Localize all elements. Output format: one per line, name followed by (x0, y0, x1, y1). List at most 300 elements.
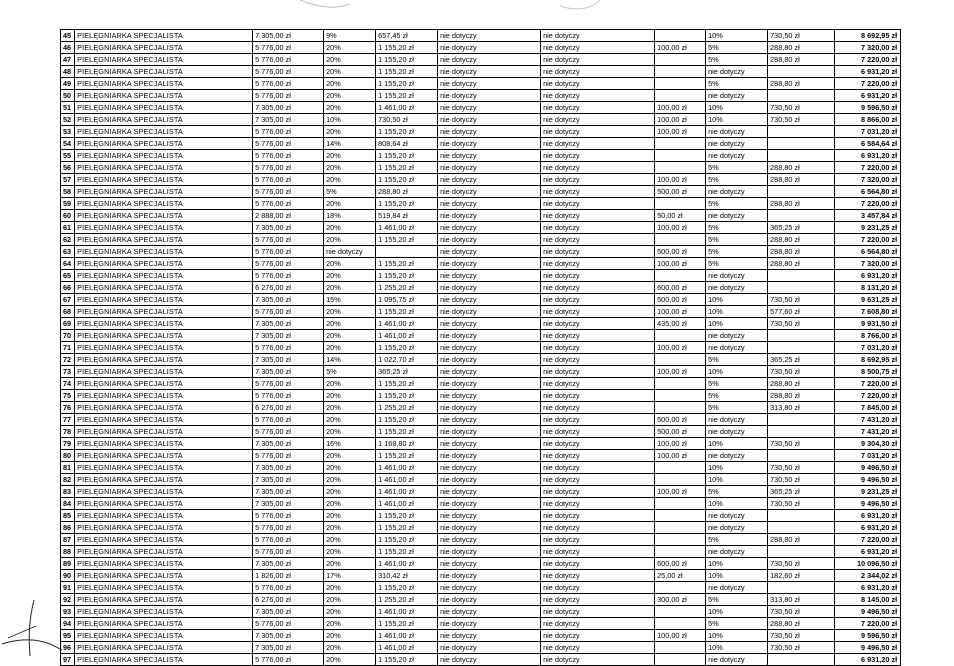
row-number-cell: 66 (61, 282, 75, 294)
total-pay-cell: 7 220,00 zł (835, 618, 901, 630)
bonus-percent-cell: 20% (324, 42, 376, 54)
position-name-cell: PIELĘGNIARKA SPECJALISTA (75, 306, 253, 318)
allowance-3-cell: 100,00 zł (655, 102, 706, 114)
supplement-amount-cell (768, 66, 835, 78)
allowance-3-cell: 500,00 zł (655, 294, 706, 306)
bonus-percent-cell: 20% (324, 630, 376, 642)
bonus-amount-cell: 1 095,75 zł (376, 294, 438, 306)
position-name-cell: PIELĘGNIARKA SPECJALISTA (75, 162, 253, 174)
supplement-amount-cell (768, 654, 835, 666)
total-pay-cell: 9 496,50 zł (835, 498, 901, 510)
supplement-amount-cell (768, 282, 835, 294)
supplement-amount-cell (768, 210, 835, 222)
total-pay-cell: 7 220,00 zł (835, 390, 901, 402)
allowance-2-cell: nie dotyczy (541, 138, 655, 150)
row-number-cell: 55 (61, 150, 75, 162)
allowance-3-cell: 300,00 zł (655, 594, 706, 606)
allowance-2-cell: nie dotyczy (541, 186, 655, 198)
row-number-cell: 78 (61, 426, 75, 438)
base-salary-cell: 5 776,00 zł (253, 582, 324, 594)
bonus-amount-cell: 1 155,20 zł (376, 450, 438, 462)
allowance-1-cell: nie dotyczy (438, 306, 541, 318)
allowance-3-cell: 100,00 zł (655, 366, 706, 378)
bonus-percent-cell: 20% (324, 270, 376, 282)
position-name-cell: PIELĘGNIARKA SPECJALISTA (75, 102, 253, 114)
row-number-cell: 83 (61, 486, 75, 498)
table-row (61, 570, 901, 582)
table-row (61, 210, 901, 222)
supplement-percent-cell: 5% (706, 174, 768, 186)
allowance-1-cell: nie dotyczy (438, 90, 541, 102)
supplement-amount-cell: 730,50 zł (768, 462, 835, 474)
table-row (61, 462, 901, 474)
total-pay-cell: 7 608,80 zł (835, 306, 901, 318)
base-salary-cell: 5 776,00 zł (253, 246, 324, 258)
total-pay-cell: 8 692,95 zł (835, 30, 901, 42)
bonus-amount-cell: 1 155,20 zł (376, 258, 438, 270)
total-pay-cell: 9 496,50 zł (835, 474, 901, 486)
base-salary-cell: 7 305,00 zł (253, 294, 324, 306)
supplement-percent-cell: 10% (706, 30, 768, 42)
row-number-cell: 89 (61, 558, 75, 570)
allowance-1-cell: nie dotyczy (438, 414, 541, 426)
table-row (61, 126, 901, 138)
row-number-cell: 77 (61, 414, 75, 426)
position-name-cell: PIELĘGNIARKA SPECJALISTA (75, 198, 253, 210)
bonus-percent-cell: 14% (324, 138, 376, 150)
bonus-amount-cell: 1 155,20 zł (376, 426, 438, 438)
allowance-2-cell: nie dotyczy (541, 534, 655, 546)
base-salary-cell: 5 776,00 zł (253, 198, 324, 210)
row-number-cell: 51 (61, 102, 75, 114)
allowance-2-cell: nie dotyczy (541, 330, 655, 342)
table-row (61, 42, 901, 54)
bonus-percent-cell: 20% (324, 618, 376, 630)
table-row (61, 474, 901, 486)
row-number-cell: 64 (61, 258, 75, 270)
supplement-percent-cell: nie dotyczy (706, 330, 768, 342)
supplement-amount-cell (768, 426, 835, 438)
allowance-1-cell: nie dotyczy (438, 402, 541, 414)
base-salary-cell: 5 776,00 zł (253, 162, 324, 174)
bonus-amount-cell: 1 461,00 zł (376, 330, 438, 342)
position-name-cell: PIELĘGNIARKA SPECJALISTA (75, 606, 253, 618)
row-number-cell: 57 (61, 174, 75, 186)
allowance-3-cell (655, 654, 706, 666)
supplement-amount-cell: 288,80 zł (768, 390, 835, 402)
bonus-amount-cell: 1 255,20 zł (376, 594, 438, 606)
total-pay-cell: 9 496,50 zł (835, 642, 901, 654)
total-pay-cell: 9 496,50 zł (835, 462, 901, 474)
base-salary-cell: 7 305,00 zł (253, 438, 324, 450)
position-name-cell: PIELĘGNIARKA SPECJALISTA (75, 330, 253, 342)
bonus-amount-cell: 1 155,20 zł (376, 90, 438, 102)
position-name-cell: PIELĘGNIARKA SPECJALISTA (75, 510, 253, 522)
total-pay-cell: 7 320,00 zł (835, 42, 901, 54)
allowance-1-cell: nie dotyczy (438, 258, 541, 270)
allowance-2-cell: nie dotyczy (541, 522, 655, 534)
position-name-cell: PIELĘGNIARKA SPECJALISTA (75, 282, 253, 294)
bonus-percent-cell: 16% (324, 438, 376, 450)
bonus-amount-cell: 1 022,70 zł (376, 354, 438, 366)
row-number-cell: 58 (61, 186, 75, 198)
table-row (61, 102, 901, 114)
allowance-3-cell (655, 354, 706, 366)
allowance-1-cell: nie dotyczy (438, 126, 541, 138)
row-number-cell: 63 (61, 246, 75, 258)
total-pay-cell: 7 845,00 zł (835, 402, 901, 414)
position-name-cell: PIELĘGNIARKA SPECJALISTA (75, 426, 253, 438)
supplement-amount-cell: 313,80 zł (768, 594, 835, 606)
allowance-2-cell: nie dotyczy (541, 294, 655, 306)
allowance-3-cell: 100,00 zł (655, 486, 706, 498)
allowance-3-cell: 500,00 zł (655, 246, 706, 258)
row-number-cell: 93 (61, 606, 75, 618)
base-salary-cell: 7 305,00 zł (253, 222, 324, 234)
supplement-amount-cell: 730,50 zł (768, 318, 835, 330)
allowance-1-cell: nie dotyczy (438, 534, 541, 546)
bonus-percent-cell: 20% (324, 258, 376, 270)
row-number-cell: 50 (61, 90, 75, 102)
row-number-cell: 94 (61, 618, 75, 630)
base-salary-cell: 5 776,00 zł (253, 186, 324, 198)
supplement-percent-cell: nie dotyczy (706, 150, 768, 162)
row-number-cell: 68 (61, 306, 75, 318)
supplement-percent-cell: nie dotyczy (706, 414, 768, 426)
table-row (61, 486, 901, 498)
total-pay-cell: 7 320,00 zł (835, 174, 901, 186)
allowance-1-cell: nie dotyczy (438, 450, 541, 462)
bonus-percent-cell: 20% (324, 54, 376, 66)
allowance-1-cell: nie dotyczy (438, 198, 541, 210)
allowance-3-cell (655, 606, 706, 618)
supplement-percent-cell: 10% (706, 474, 768, 486)
allowance-1-cell: nie dotyczy (438, 630, 541, 642)
table-row (61, 414, 901, 426)
supplement-amount-cell: 288,80 zł (768, 378, 835, 390)
bonus-percent-cell: 10% (324, 114, 376, 126)
allowance-3-cell: 100,00 zł (655, 438, 706, 450)
row-number-cell: 60 (61, 210, 75, 222)
supplement-amount-cell: 365,25 zł (768, 354, 835, 366)
bonus-percent-cell: 20% (324, 342, 376, 354)
allowance-3-cell: 435,00 zł (655, 318, 706, 330)
position-name-cell: PIELĘGNIARKA SPECJALISTA (75, 54, 253, 66)
base-salary-cell: 7 305,00 zł (253, 354, 324, 366)
table-row (61, 54, 901, 66)
total-pay-cell: 7 320,00 zł (835, 258, 901, 270)
base-salary-cell: 5 776,00 zł (253, 654, 324, 666)
supplement-amount-cell: 577,60 zł (768, 306, 835, 318)
row-number-cell: 48 (61, 66, 75, 78)
allowance-1-cell: nie dotyczy (438, 138, 541, 150)
allowance-1-cell: nie dotyczy (438, 426, 541, 438)
supplement-amount-cell: 288,80 zł (768, 534, 835, 546)
table-row (61, 294, 901, 306)
base-salary-cell: 5 776,00 zł (253, 510, 324, 522)
allowance-2-cell: nie dotyczy (541, 306, 655, 318)
allowance-3-cell (655, 522, 706, 534)
total-pay-cell: 9 631,25 zł (835, 294, 901, 306)
position-name-cell: PIELĘGNIARKA SPECJALISTA (75, 78, 253, 90)
allowance-3-cell: 100,00 zł (655, 174, 706, 186)
table-row (61, 546, 901, 558)
allowance-2-cell: nie dotyczy (541, 390, 655, 402)
base-salary-cell: 5 776,00 zł (253, 522, 324, 534)
bonus-amount-cell: 1 155,20 zł (376, 414, 438, 426)
position-name-cell: PIELĘGNIARKA SPECJALISTA (75, 246, 253, 258)
allowance-3-cell (655, 138, 706, 150)
bonus-amount-cell: 1 155,20 zł (376, 378, 438, 390)
bonus-amount-cell: 365,25 zł (376, 366, 438, 378)
bonus-percent-cell: 18% (324, 210, 376, 222)
position-name-cell: PIELĘGNIARKA SPECJALISTA (75, 186, 253, 198)
row-number-cell: 76 (61, 402, 75, 414)
bonus-percent-cell: 20% (324, 486, 376, 498)
bonus-amount-cell: 1 255,20 zł (376, 402, 438, 414)
supplement-percent-cell: 10% (706, 570, 768, 582)
allowance-1-cell: nie dotyczy (438, 558, 541, 570)
allowance-2-cell: nie dotyczy (541, 510, 655, 522)
row-number-cell: 82 (61, 474, 75, 486)
allowance-3-cell (655, 510, 706, 522)
base-salary-cell: 5 776,00 zł (253, 378, 324, 390)
allowance-3-cell (655, 378, 706, 390)
position-name-cell: PIELĘGNIARKA SPECJALISTA (75, 138, 253, 150)
supplement-amount-cell: 730,50 zł (768, 606, 835, 618)
allowance-3-cell (655, 642, 706, 654)
position-name-cell: PIELĘGNIARKA SPECJALISTA (75, 438, 253, 450)
bonus-amount-cell: 1 461,00 zł (376, 474, 438, 486)
supplement-amount-cell (768, 150, 835, 162)
allowance-1-cell: nie dotyczy (438, 486, 541, 498)
total-pay-cell: 6 931,20 zł (835, 546, 901, 558)
base-salary-cell: 5 776,00 zł (253, 258, 324, 270)
bonus-amount-cell: 730,50 zł (376, 114, 438, 126)
row-number-cell: 70 (61, 330, 75, 342)
bonus-amount-cell: 808,64 zł (376, 138, 438, 150)
bonus-percent-cell: 20% (324, 282, 376, 294)
bonus-amount-cell: 1 155,20 zł (376, 306, 438, 318)
allowance-2-cell: nie dotyczy (541, 282, 655, 294)
position-name-cell: PIELĘGNIARKA SPECJALISTA (75, 546, 253, 558)
bonus-amount-cell: 1 461,00 zł (376, 498, 438, 510)
bonus-percent-cell: 17% (324, 570, 376, 582)
row-number-cell: 91 (61, 582, 75, 594)
total-pay-cell: 7 220,00 zł (835, 234, 901, 246)
bonus-percent-cell: 20% (324, 162, 376, 174)
table-row (61, 522, 901, 534)
bonus-percent-cell: 20% (324, 198, 376, 210)
allowance-1-cell: nie dotyczy (438, 210, 541, 222)
allowance-2-cell: nie dotyczy (541, 222, 655, 234)
total-pay-cell: 7 220,00 zł (835, 78, 901, 90)
allowance-3-cell (655, 54, 706, 66)
row-number-cell: 90 (61, 570, 75, 582)
base-salary-cell: 5 776,00 zł (253, 78, 324, 90)
bonus-percent-cell: 20% (324, 402, 376, 414)
base-salary-cell: 7 305,00 zł (253, 462, 324, 474)
base-salary-cell: 5 776,00 zł (253, 234, 324, 246)
bonus-amount-cell: 1 155,20 zł (376, 342, 438, 354)
total-pay-cell: 7 220,00 zł (835, 54, 901, 66)
allowance-3-cell (655, 150, 706, 162)
bonus-amount-cell: 1 255,20 zł (376, 282, 438, 294)
allowance-1-cell: nie dotyczy (438, 234, 541, 246)
supplement-amount-cell: 730,50 zł (768, 498, 835, 510)
base-salary-cell: 7 305,00 zł (253, 102, 324, 114)
supplement-percent-cell: 5% (706, 258, 768, 270)
base-salary-cell: 2 888,00 zł (253, 210, 324, 222)
bonus-percent-cell: 20% (324, 546, 376, 558)
supplement-percent-cell: 10% (706, 462, 768, 474)
supplement-amount-cell (768, 186, 835, 198)
total-pay-cell: 6 564,80 zł (835, 186, 901, 198)
row-number-cell: 81 (61, 462, 75, 474)
allowance-1-cell: nie dotyczy (438, 378, 541, 390)
row-number-cell: 85 (61, 510, 75, 522)
base-salary-cell: 7 305,00 zł (253, 606, 324, 618)
position-name-cell: PIELĘGNIARKA SPECJALISTA (75, 570, 253, 582)
table-row (61, 330, 901, 342)
total-pay-cell: 6 931,20 zł (835, 654, 901, 666)
supplement-percent-cell: 10% (706, 606, 768, 618)
base-salary-cell: 5 776,00 zł (253, 54, 324, 66)
total-pay-cell: 2 344,02 zł (835, 570, 901, 582)
bonus-percent-cell: 20% (324, 450, 376, 462)
staff-salary-table (60, 29, 901, 666)
bonus-percent-cell: 20% (324, 594, 376, 606)
base-salary-cell: 5 776,00 zł (253, 426, 324, 438)
total-pay-cell: 7 220,00 zł (835, 162, 901, 174)
bonus-amount-cell: 1 155,20 zł (376, 78, 438, 90)
allowance-1-cell: nie dotyczy (438, 438, 541, 450)
supplement-percent-cell: nie dotyczy (706, 654, 768, 666)
table-row (61, 642, 901, 654)
supplement-percent-cell: 5% (706, 222, 768, 234)
table-row (61, 654, 901, 666)
row-number-cell: 59 (61, 198, 75, 210)
base-salary-cell: 5 776,00 zł (253, 390, 324, 402)
bonus-percent-cell: 20% (324, 330, 376, 342)
bonus-percent-cell: 20% (324, 306, 376, 318)
allowance-3-cell: 100,00 zł (655, 114, 706, 126)
allowance-2-cell: nie dotyczy (541, 486, 655, 498)
bonus-percent-cell: 5% (324, 186, 376, 198)
supplement-percent-cell: 5% (706, 246, 768, 258)
supplement-amount-cell (768, 126, 835, 138)
position-name-cell: PIELĘGNIARKA SPECJALISTA (75, 378, 253, 390)
total-pay-cell: 8 766,00 zł (835, 330, 901, 342)
position-name-cell: PIELĘGNIARKA SPECJALISTA (75, 486, 253, 498)
table-row (61, 162, 901, 174)
bonus-amount-cell: 310,42 zł (376, 570, 438, 582)
allowance-2-cell: nie dotyczy (541, 90, 655, 102)
allowance-2-cell: nie dotyczy (541, 558, 655, 570)
allowance-1-cell: nie dotyczy (438, 186, 541, 198)
position-name-cell: PIELĘGNIARKA SPECJALISTA (75, 534, 253, 546)
allowance-2-cell: nie dotyczy (541, 366, 655, 378)
position-name-cell: PIELĘGNIARKA SPECJALISTA (75, 462, 253, 474)
allowance-3-cell (655, 66, 706, 78)
allowance-1-cell: nie dotyczy (438, 618, 541, 630)
supplement-percent-cell: 5% (706, 78, 768, 90)
allowance-3-cell (655, 330, 706, 342)
allowance-1-cell: nie dotyczy (438, 150, 541, 162)
supplement-percent-cell: nie dotyczy (706, 282, 768, 294)
allowance-1-cell: nie dotyczy (438, 282, 541, 294)
allowance-1-cell: nie dotyczy (438, 642, 541, 654)
supplement-percent-cell: 5% (706, 234, 768, 246)
allowance-1-cell: nie dotyczy (438, 30, 541, 42)
bonus-amount-cell: 1 155,20 zł (376, 654, 438, 666)
base-salary-cell: 5 776,00 zł (253, 138, 324, 150)
allowance-3-cell (655, 198, 706, 210)
position-name-cell: PIELĘGNIARKA SPECJALISTA (75, 402, 253, 414)
allowance-1-cell: nie dotyczy (438, 474, 541, 486)
total-pay-cell: 7 220,00 zł (835, 378, 901, 390)
allowance-3-cell: 500,00 zł (655, 426, 706, 438)
table-row (61, 366, 901, 378)
allowance-2-cell: nie dotyczy (541, 630, 655, 642)
bonus-percent-cell: 20% (324, 378, 376, 390)
supplement-amount-cell: 288,80 zł (768, 174, 835, 186)
supplement-amount-cell: 288,80 zł (768, 162, 835, 174)
supplement-amount-cell: 288,80 zł (768, 258, 835, 270)
bonus-percent-cell: 20% (324, 606, 376, 618)
bonus-percent-cell: 20% (324, 318, 376, 330)
table-row (61, 582, 901, 594)
total-pay-cell: 7 431,20 zł (835, 426, 901, 438)
allowance-1-cell: nie dotyczy (438, 246, 541, 258)
supplement-percent-cell: nie dotyczy (706, 186, 768, 198)
table-row (61, 618, 901, 630)
bonus-amount-cell: 1 155,20 zł (376, 42, 438, 54)
allowance-3-cell: 25,00 zł (655, 570, 706, 582)
position-name-cell: PIELĘGNIARKA SPECJALISTA (75, 366, 253, 378)
row-number-cell: 97 (61, 654, 75, 666)
base-salary-cell: 5 776,00 zł (253, 126, 324, 138)
supplement-amount-cell (768, 330, 835, 342)
row-number-cell: 53 (61, 126, 75, 138)
bonus-amount-cell: 1 461,00 zł (376, 462, 438, 474)
position-name-cell: PIELĘGNIARKA SPECJALISTA (75, 174, 253, 186)
total-pay-cell: 9 596,50 zł (835, 630, 901, 642)
allowance-2-cell: nie dotyczy (541, 354, 655, 366)
row-number-cell: 74 (61, 378, 75, 390)
table-row (61, 30, 901, 42)
total-pay-cell: 9 931,50 zł (835, 318, 901, 330)
allowance-3-cell: 100,00 zł (655, 630, 706, 642)
supplement-amount-cell: 730,50 zł (768, 474, 835, 486)
bonus-percent-cell: 20% (324, 498, 376, 510)
position-name-cell: PIELĘGNIARKA SPECJALISTA (75, 42, 253, 54)
position-name-cell: PIELĘGNIARKA SPECJALISTA (75, 90, 253, 102)
total-pay-cell: 6 931,20 zł (835, 90, 901, 102)
bonus-amount-cell: 1 155,20 zł (376, 174, 438, 186)
supplement-percent-cell: 5% (706, 486, 768, 498)
allowance-1-cell: nie dotyczy (438, 54, 541, 66)
base-salary-cell: 5 776,00 zł (253, 174, 324, 186)
row-number-cell: 79 (61, 438, 75, 450)
allowance-2-cell: nie dotyczy (541, 78, 655, 90)
table-row (61, 378, 901, 390)
allowance-1-cell: nie dotyczy (438, 510, 541, 522)
supplement-amount-cell: 365,25 zł (768, 222, 835, 234)
position-name-cell: PIELĘGNIARKA SPECJALISTA (75, 642, 253, 654)
allowance-2-cell: nie dotyczy (541, 246, 655, 258)
base-salary-cell: 7 305,00 zł (253, 30, 324, 42)
